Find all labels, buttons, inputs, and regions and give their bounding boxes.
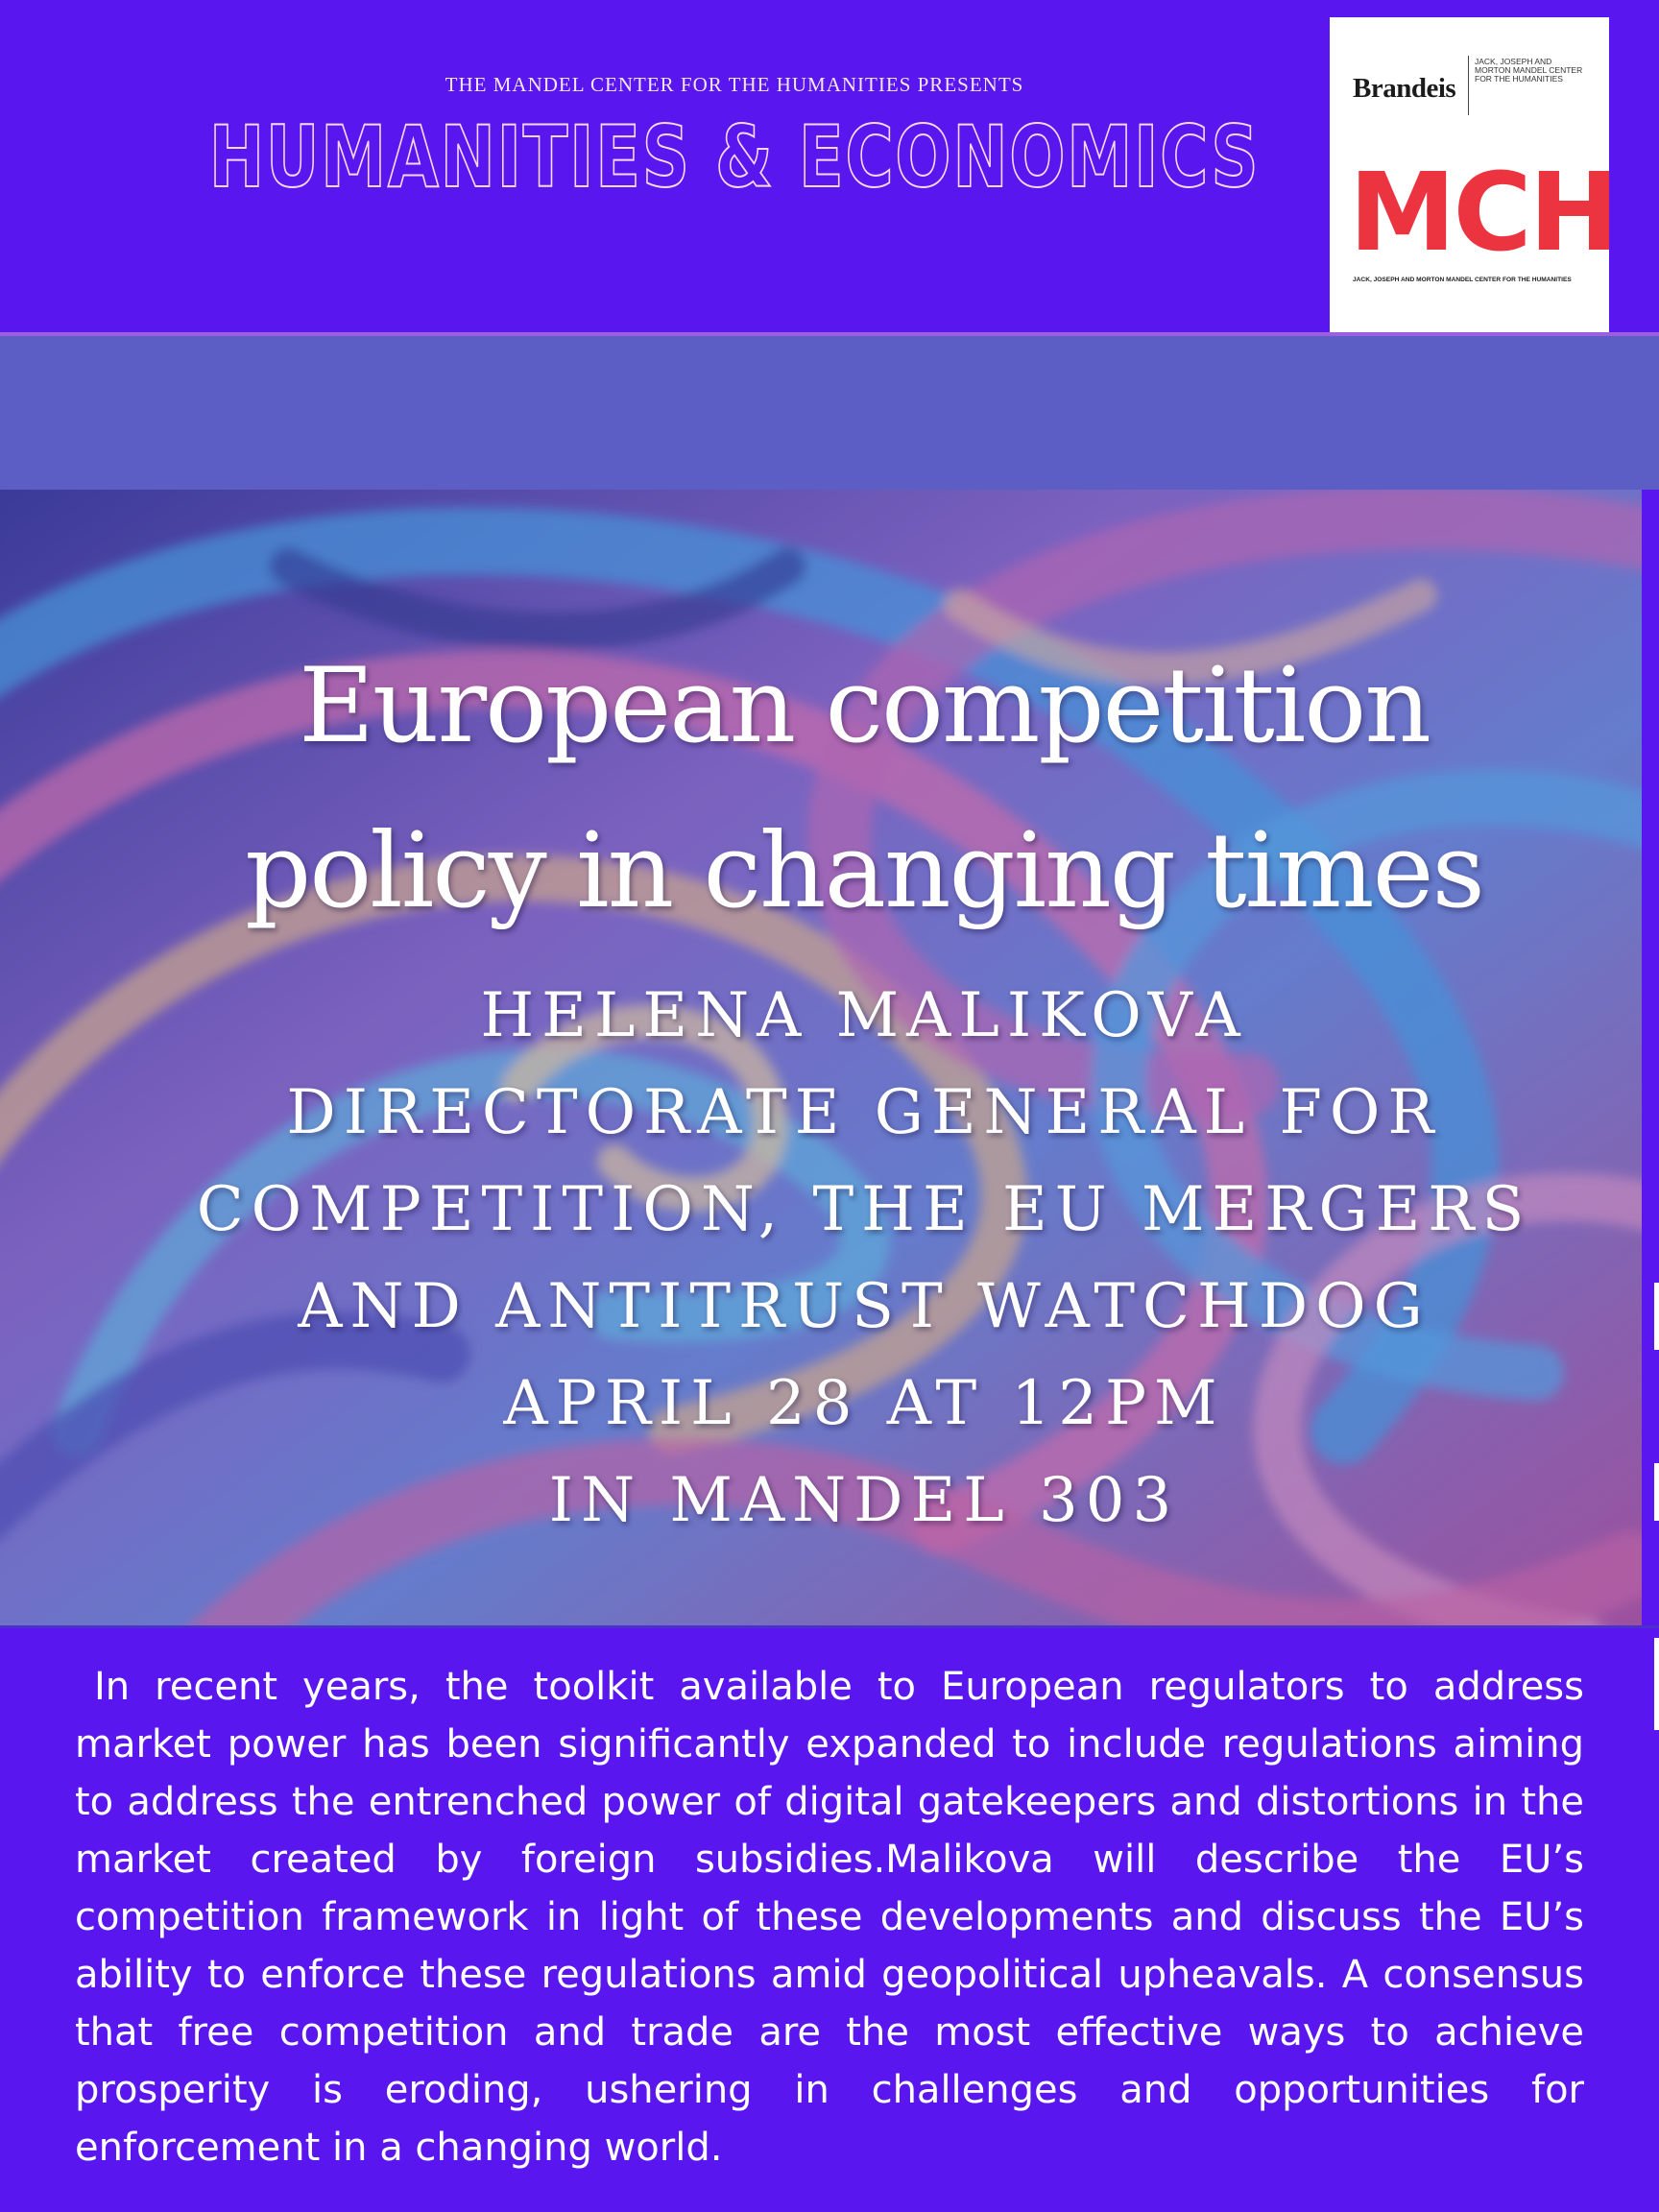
edge-mark: [1654, 1283, 1659, 1350]
series-title: HUMANITIES & ECONOMICS: [208, 108, 1261, 206]
event-location: IN MANDEL 303: [548, 1465, 1180, 1536]
edge-mark: [1654, 1463, 1659, 1521]
logo-divider: [1468, 56, 1469, 115]
speaker-name: HELENA MALIKOVA: [480, 980, 1248, 1051]
event-description: In recent years, the toolkit available to European regulators to address market power has been significantly expanded to include regulations aiming to address the entrenched power of digital gatekeepers and distortions in the market created by foreign subsidies.Malikova will describe the EU’s competition framework in light of these developments and discuss the EU’s ability to enforce these regulations amid geopolitical upheavals. A consensus that free competition and trade are the most effective ways to achieve prosperity is eroding, ushering in challenges and opportunities for enforcement in a changing world.: [75, 1665, 1584, 2170]
logo-center-name: JACK, JOSEPH AND MORTON MANDEL CENTER FOR THE HUMANITIES: [1475, 57, 1583, 84]
presenter-line: THE MANDEL CENTER FOR THE HUMANITIES PRESENTS: [445, 73, 1024, 96]
mch-acronym: MCH: [1349, 151, 1617, 276]
event-datetime: APRIL 28 AT 12PM: [503, 1368, 1225, 1439]
talk-title-line-1: European competition: [299, 646, 1430, 766]
spacer-band: [0, 336, 1659, 490]
hero-bottom-divider: [0, 1625, 1659, 1628]
edge-mark: [1654, 1638, 1659, 1730]
brandeis-wordmark: Brandeis: [1353, 73, 1456, 104]
speaker-details: [0, 968, 1642, 1550]
talk-title: [0, 624, 1642, 954]
speaker-affiliation-line-3: AND ANTITRUST WATCHDOG: [298, 1271, 1431, 1342]
talk-title-line-2: policy in changing times: [245, 811, 1483, 931]
hero-panel: [0, 490, 1642, 1625]
speaker-affiliation-line-2: COMPETITION, THE EU MERGERS: [196, 1174, 1532, 1245]
speaker-affiliation-line-1: DIRECTORATE GENERAL FOR: [286, 1077, 1442, 1148]
mch-logo: [1330, 17, 1617, 332]
logo-footer-text: JACK, JOSEPH AND MORTON MANDEL CENTER FOR THE HUMANITIES: [1353, 276, 1572, 283]
